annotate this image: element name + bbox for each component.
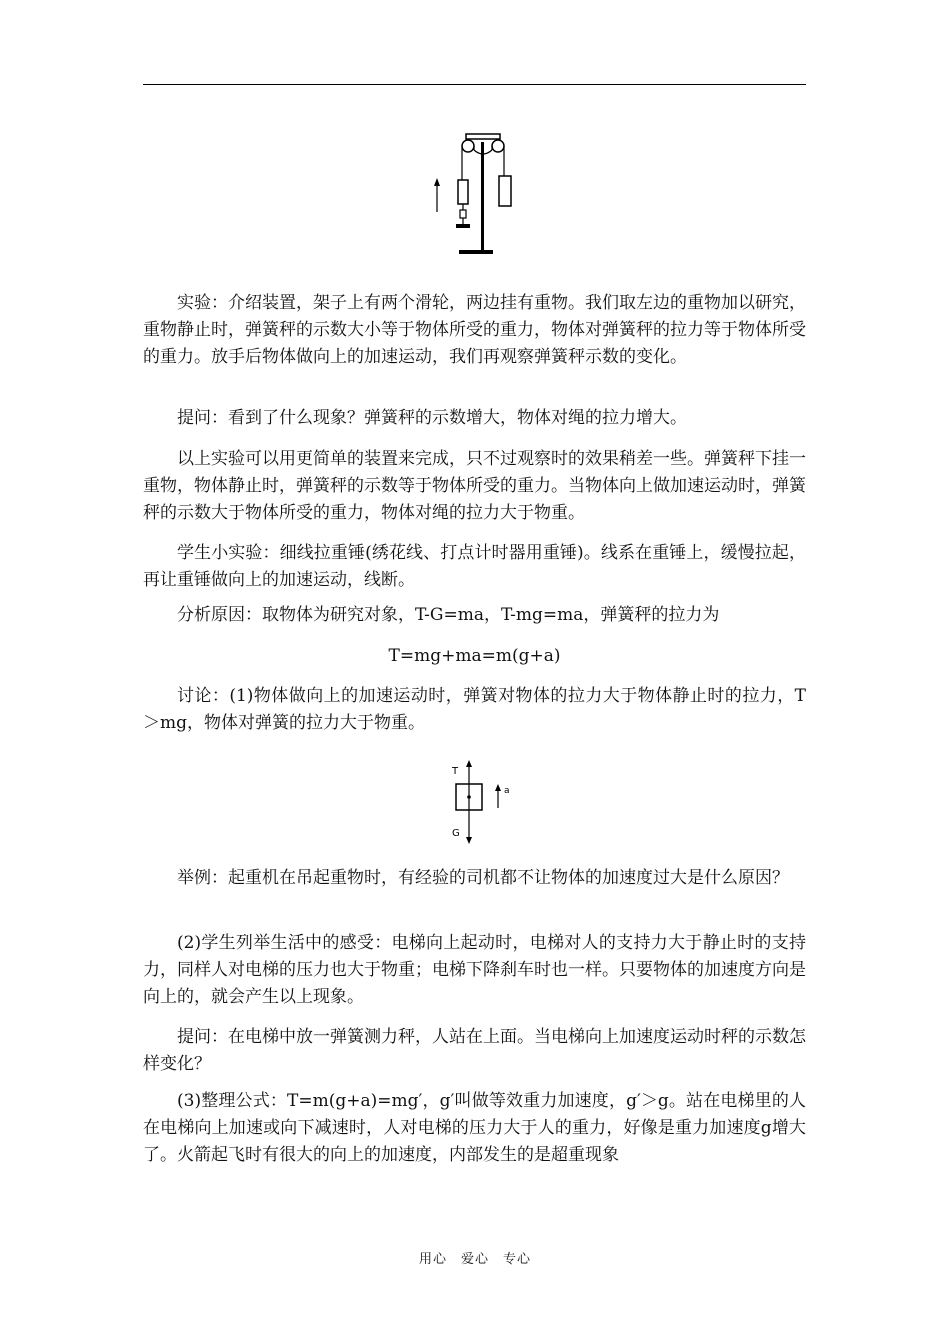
force-label-t: T: [452, 766, 459, 777]
header-rule: [143, 84, 806, 85]
paragraph-question-phenomenon: 提问：看到了什么现象？弹簧秤的示数增大，物体对绳的拉力增大。: [177, 408, 687, 428]
paragraph-analysis: 分析原因：取物体为研究对象，T-G=ma，T-mg=ma，弹簧秤的拉力为: [177, 605, 720, 625]
paragraph-discussion-1: 讨论：(1)物体做向上的加速运动时，弹簧对物体的拉力大于物体静止时的拉力，T＞mg，物体对弹簧的拉力大于物重。: [143, 686, 806, 733]
paragraph-question-scale: 提问：在电梯中放一弹簧测力秤，人站在上面。当电梯向上加速度运动时秤的示数怎样变化？: [143, 1027, 806, 1074]
page-footer: 用心 爱心 专心: [418, 1252, 531, 1267]
pulley-apparatus-figure: [428, 128, 520, 258]
paragraph-example-crane: 举例：起重机在吊起重物时，有经验的司机都不让物体的加速度过大是什么原因？: [177, 868, 789, 888]
paragraph-student-experiment: 学生小实验：细线拉重锤(绣花线、打点计时器用重锤)。线系在重锤上，缓慢拉起，再让重锤做向上的加速运动，线断。: [143, 543, 806, 590]
force-diagram-figure: [444, 760, 518, 846]
paragraph-experiment: 实验：介绍装置，架子上有两个滑轮，两边挂有重物。我们取左边的重物加以研究，重物静止时，弹簧秤的示数大小等于物体所受的重力，物体对弹簧秤的拉力等于物体所受的重力。放手后物体做向上的加速运动，我们再观察弹簧秤示数的变化。: [143, 293, 806, 367]
paragraph-discussion-2: (2)学生列举生活中的感受：电梯向上起动时，电梯对人的支持力大于静止时的支持力，同样人对电梯的压力也大于物重；电梯下降刹车时也一样。只要物体的加速度方向是向上的，就会产生以上现象。: [143, 933, 806, 1007]
acceleration-label: a: [504, 786, 510, 796]
paragraph-simple-apparatus: 以上实验可以用更简单的装置来完成，只不过观察时的效果稍差一些。弹簧秤下挂一重物，物体静止时，弹簧秤的示数等于物体所受的重力。当物体向上做加速运动时，弹簧秤的示数大于物体所受的重力，物体对绳的拉力大于物重。: [143, 449, 806, 523]
formula-tension: T=mg+ma=m(g+a): [388, 646, 561, 666]
force-label-g: G: [452, 828, 460, 839]
paragraph-discussion-3: (3)整理公式：T=m(g+a)=mg′，g′叫做等效重力加速度，g′＞g。站在电梯里的人在电梯向上加速或向下减速时，人对电梯的压力大于人的重力，好像是重力加速度g增大了。火箭起飞时有很大的向上的加速度，内部发生的是超重现象: [143, 1091, 806, 1165]
